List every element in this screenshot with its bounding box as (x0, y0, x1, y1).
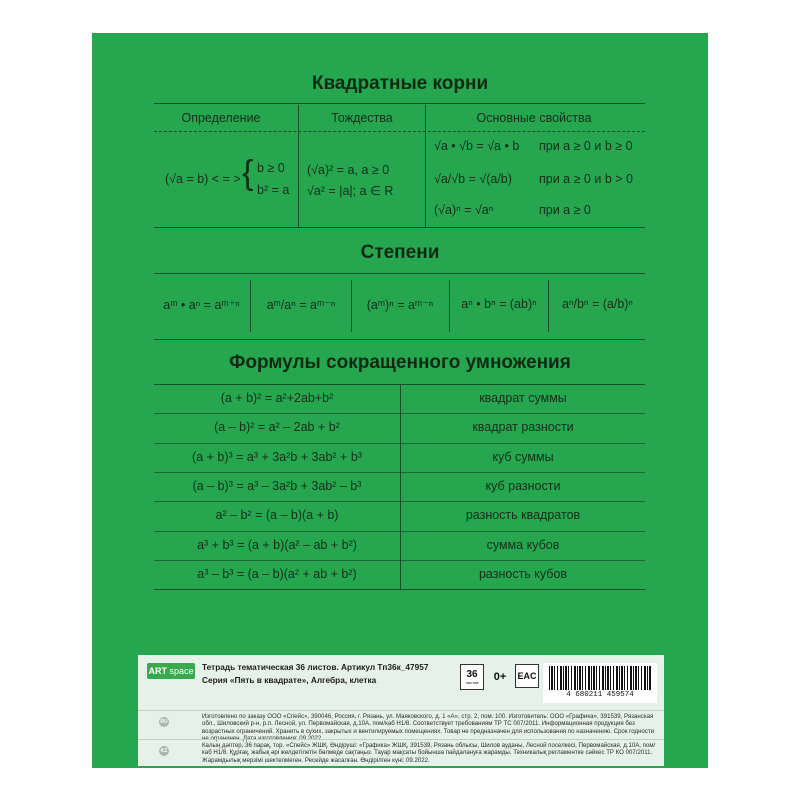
label-info-panel (138, 655, 664, 766)
power-rule-4: aⁿ • bⁿ = (ab)ⁿ (461, 297, 537, 311)
formula-row-7-name: разность кубов (478, 566, 568, 581)
powers-divider-2 (351, 280, 352, 332)
property-3-condition: при a ≥ 0 (539, 203, 591, 217)
formula-row-3-name: куб суммы (492, 449, 554, 464)
sqrt-header-properties: Основные свойства (476, 111, 592, 125)
notebook-cover (92, 33, 708, 768)
formula-row-4-name: куб разности (485, 478, 561, 493)
property-2-formula: √a/√b = √(a/b) (434, 172, 512, 186)
info-text-kz: Калың дәптер, 36 парақ, тор. «Спейс» ЖШҚ. Өндіруші: «Графика» ЖШҚ, 391539, Рязань облысы, Шилов ауданы, Лесной поселкесі, Первомайская, д.10А, пом/каб Н1/8. Құрғақ, жабық әрі желдетілетін бөлмеде сақтаңыз. Тауар мақсаты бойынша пайдалануға жарамды. Техникалық регламентке сәйкес ТР КО 007/2011. Жарамдылық мерзімі шектелмеген. Ресейде жасалған. Өндірілген күні: 09.2022. (202, 742, 656, 764)
property-3-formula: (√a)ⁿ = √aⁿ (434, 203, 494, 217)
power-rule-1: aᵐ • aⁿ = aᵐ⁺ⁿ (163, 298, 240, 312)
formula-row-divider (154, 501, 645, 502)
sqrt-header-definition: Определение (181, 111, 261, 125)
barcode (543, 663, 657, 703)
powers-divider-4 (548, 280, 549, 332)
sqrt-section-title: Квадратные корни (311, 73, 489, 94)
age-rating: 0+ (488, 664, 512, 690)
formulas-section-title: Формулы сокращенного умножения (229, 352, 571, 373)
info-text-ru: Изготовлено по заказу ООО «Спейс», 390046, Россия, г. Рязань, ул. Маяковского, д. 1 «А», стр. 2, пом. 100. Изготовитель: ООО «Графика», 391539, Рязанская обл., Шиловский р-н, р.п. Лесной, ул. Первомайская, д.10А, пом/каб Н1/8. Соответствует требованиям ТР ТС 007/2011. Информационная продукция без возрастных ограничений. Хранить в сухих, закрытых и вентилируемых помещениях. Товар не предназначен для использования по назначению. Срок годности (202, 713, 655, 735)
formula-row-divider (154, 560, 645, 561)
definition-brace: { (242, 154, 254, 192)
artspace-logo: ART space (147, 663, 195, 679)
definition-condition-2: b² = a (257, 183, 290, 197)
formula-row-1-name: квадрат суммы (479, 391, 567, 405)
property-1-condition: при a ≥ 0 и b ≥ 0 (539, 139, 633, 153)
eac-mark: EAC (515, 664, 539, 688)
flag-kz-icon: KZ (160, 748, 168, 754)
formula-row-6-name: сумма кубов (486, 537, 560, 552)
formula-row-2-formula: (a – b)² = a² – 2ab + b² (214, 420, 340, 435)
sqrt-col-divider-1 (298, 105, 299, 227)
definition-condition-1: b ≥ 0 (257, 161, 285, 175)
powers-bottom-rule (154, 339, 645, 340)
formula-row-divider (154, 472, 645, 473)
power-rule-5: aⁿ/bⁿ = (a/b)ⁿ (561, 297, 633, 311)
sqrt-header-divider (154, 131, 645, 132)
sheet-count-badge: 36 листов (460, 664, 484, 690)
formula-row-6-formula: a³ + b³ = (a + b)(a² – ab + b²) (197, 537, 357, 552)
product-title: Тетрадь тематическая 36 листов. Артикул Тп36к_47957 (202, 662, 429, 672)
formula-row-3-formula: (a + b)³ = a³ + 3a²b + 3ab² + b³ (192, 449, 362, 464)
identity-1: (√a)² = a, a ≥ 0 (307, 163, 390, 177)
product-series: Серия «Пять в квадрате», Алгебра, клетка (202, 675, 377, 685)
definition-lhs: (√a = b) < = > (165, 172, 241, 186)
powers-section-title: Степени (360, 242, 440, 263)
formula-row-divider (154, 413, 645, 414)
powers-divider-1 (250, 280, 251, 332)
sqrt-header-identities: Тождества (331, 111, 393, 125)
property-2-condition: при a ≥ 0 и b > 0 (539, 172, 633, 186)
power-rule-3: (aᵐ)ⁿ = aᵐ⁻ⁿ (366, 298, 434, 312)
formulas-bottom-rule (154, 589, 645, 590)
property-1-formula: √a • √b = √a • b (434, 139, 520, 153)
sqrt-bottom-rule (154, 227, 645, 228)
sqrt-top-rule (154, 103, 645, 104)
powers-top-rule (154, 273, 645, 274)
formula-row-divider (154, 443, 645, 444)
powers-divider-3 (449, 280, 450, 332)
sqrt-col-divider-2 (425, 105, 426, 227)
formula-row-5-formula: a² – b² = (a – b)(a + b) (215, 508, 339, 523)
formula-row-4-formula: (a – b)³ = a³ – 3a²b + 3ab² – b³ (192, 478, 362, 493)
info-separator-1 (138, 710, 664, 711)
barcode-bars (549, 666, 651, 690)
formula-row-5-name: разность квадратов (465, 508, 581, 523)
power-rule-2: aᵐ/aⁿ = aᵐ⁻ⁿ (266, 298, 336, 312)
formula-row-7-formula: a³ – b³ = (a – b)(a² + ab + b²) (197, 566, 357, 581)
barcode-digits: 4 680211 459574 (566, 691, 634, 699)
flag-ru-icon: RU (160, 719, 168, 725)
formula-row-divider (154, 531, 645, 532)
formula-row-1-formula: (a + b)² = a²+2ab+b² (220, 391, 334, 405)
identity-2: √a² = |a|; a ∈ R (307, 184, 394, 198)
info-separator-2 (138, 739, 664, 740)
formula-row-2-name: квадрат разности (472, 420, 574, 435)
